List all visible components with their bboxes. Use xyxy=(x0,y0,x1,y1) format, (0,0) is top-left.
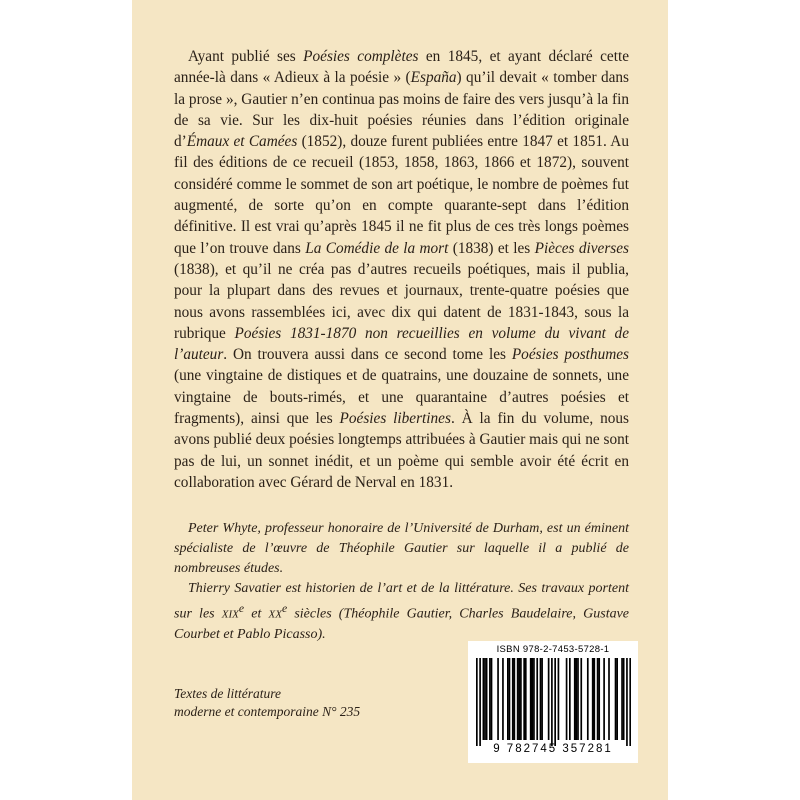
barcode-bar xyxy=(623,658,625,740)
superscript: e xyxy=(281,602,288,615)
barcode-bar xyxy=(566,658,568,740)
title-italic: Pièces diverses xyxy=(534,239,629,257)
barcode-bar xyxy=(621,658,623,740)
barcode-bar xyxy=(489,658,491,740)
barcode-bar xyxy=(531,658,533,740)
century-numeral: XX xyxy=(268,608,282,621)
barcode-bar xyxy=(502,658,504,740)
barcode-bar xyxy=(514,658,516,740)
barcode-bar xyxy=(603,658,605,740)
text-span: (1838), et qu’il ne créa pas d’autres recueils poétiques, mais il publia, pour la plupart dans des revues et journaux, trente-quatre poésies que nous avons rassemblées ici, avec dix qui datent de 1831-1843, sous la rubrique xyxy=(174,260,629,342)
collection-name xyxy=(174,685,434,721)
barcode-bar xyxy=(491,658,493,740)
isbn-number: ISBN 978-2-7453-5728-1 xyxy=(496,644,610,655)
text-span: . On trouvera aussi dans ce second tome les xyxy=(223,346,512,364)
barcode-bar xyxy=(517,658,519,740)
collection-line: moderne et contemporaine N° 235 xyxy=(174,704,361,719)
superscript: e xyxy=(238,602,245,615)
barcode-block xyxy=(468,641,638,763)
barcode-bar xyxy=(551,658,553,746)
barcode-bar xyxy=(587,658,589,740)
barcode-bar xyxy=(598,658,600,740)
barcode-bar xyxy=(548,658,550,740)
bio-whyte: Peter Whyte, professeur honoraire de l’Université de Durham, est un éminent spécialiste de l’œuvre de Théophile Gautier sur laquelle il a publié de nombreuses études. xyxy=(174,521,629,576)
title-italic: Poésies posthumes xyxy=(511,346,630,364)
barcode-bar xyxy=(558,658,560,740)
barcode-bar xyxy=(592,658,594,740)
barcode-bar xyxy=(530,658,532,740)
barcode-bar xyxy=(497,658,499,740)
collection-line: Textes de littérature xyxy=(174,686,281,701)
title-italic: Poésies 1831-1870 non recueillies en volume du vivant de l’auteur xyxy=(174,324,629,364)
barcode-bar xyxy=(525,658,527,740)
title-italic: Poésies libertines xyxy=(339,410,451,428)
author-bios xyxy=(174,519,629,645)
barcode-bar xyxy=(615,658,617,740)
text-span: . À la fin du volume, nous avons publié deux poésies longtemps attribuées à Gautier mais qui ne sont pas de lui, un sonnet inédit, et un poème qui semble avoir été écrit en collaboration avec Gérard de Nerval en 1831. xyxy=(174,410,629,491)
barcode-bar xyxy=(512,658,514,740)
barcode-icon xyxy=(476,658,631,746)
century-numeral: XIX xyxy=(221,608,239,621)
text-span: ) qu’il devait « tomber dans la prose », Gautier n’en continua pas moins de faire des vers jusqu’à la fin de sa vie. Sur les dix-huit poésies réunies dans l’édition originale d’ xyxy=(174,69,629,151)
barcode-bar xyxy=(608,658,610,740)
bio-savatier xyxy=(174,579,629,645)
title-italic: Émaux et Camées xyxy=(186,133,298,151)
barcode-bar xyxy=(554,658,556,746)
barcode-bar xyxy=(479,658,481,746)
barcode-bar xyxy=(576,658,578,740)
text-span: Thierry Savatier est historien de l’art et de la littérature. Ses travaux portent sur les xyxy=(174,581,629,622)
book-back-cover xyxy=(132,0,668,800)
text-span: (une vingtaine de distiques et de quatrains, une douzaine de sonnets, une vingtaine de bouts-rimés, et une quarantaine d’autres poésies et fragments), ainsi que les xyxy=(174,367,629,428)
title-italic: Poésies complètes xyxy=(303,48,419,65)
text-span: (1838) et les xyxy=(448,239,535,257)
barcode-bar xyxy=(569,658,571,740)
title-italic: La Comédie de la mort xyxy=(305,239,449,257)
barcode-bar xyxy=(540,658,542,740)
barcode-bar xyxy=(523,658,525,740)
barcode-bar xyxy=(541,658,543,740)
barcode-bar xyxy=(577,658,579,740)
barcode-bar xyxy=(597,658,599,740)
barcode-bar xyxy=(476,658,478,746)
barcode-bar xyxy=(509,658,511,740)
barcode-bar xyxy=(593,658,595,740)
barcode-bar xyxy=(520,658,522,740)
barcode-bar xyxy=(507,658,509,740)
text-span: (1852), douze furent publiées entre 1847 et 1851. Au fil des éditions de ce recueil (1853, 1858, 1863, 1866 et 1872), souvent considéré comme le sommet de son art poétique, le nombre de poèmes fut augmenté, de sorte qu’on en compte quarante-sept dans l’édition définitive. Il est vrai qu’après 1845 il ne fit plus de ces très longs poèmes que l’on trouve dans xyxy=(174,133,629,257)
barcode-bar xyxy=(574,658,576,740)
summary-paragraph xyxy=(174,46,629,493)
title-italic: España xyxy=(410,69,457,87)
barcode-bar xyxy=(629,658,631,746)
text-span: Ayant publié ses xyxy=(188,48,304,65)
barcode-bar xyxy=(518,658,520,740)
barcode-bar xyxy=(483,658,485,740)
barcode-bar xyxy=(533,658,535,740)
barcode-bar xyxy=(626,658,628,746)
ean-digits: 9 782745 357281 xyxy=(493,743,613,755)
barcode-bar xyxy=(486,658,488,740)
barcode-bar xyxy=(616,658,618,740)
text-span: et xyxy=(244,606,269,622)
barcode-bar xyxy=(484,658,486,740)
barcode-bar xyxy=(580,658,582,740)
text-span: siècles (Théophile Gautier, Charles Baudelaire, Gustave Courbet et Pablo Picasso). xyxy=(174,606,630,642)
text-span: en 1845, et ayant déclaré cette année-là dans « Adieux à la poésie » ( xyxy=(174,48,629,87)
barcode-bar xyxy=(536,658,538,740)
